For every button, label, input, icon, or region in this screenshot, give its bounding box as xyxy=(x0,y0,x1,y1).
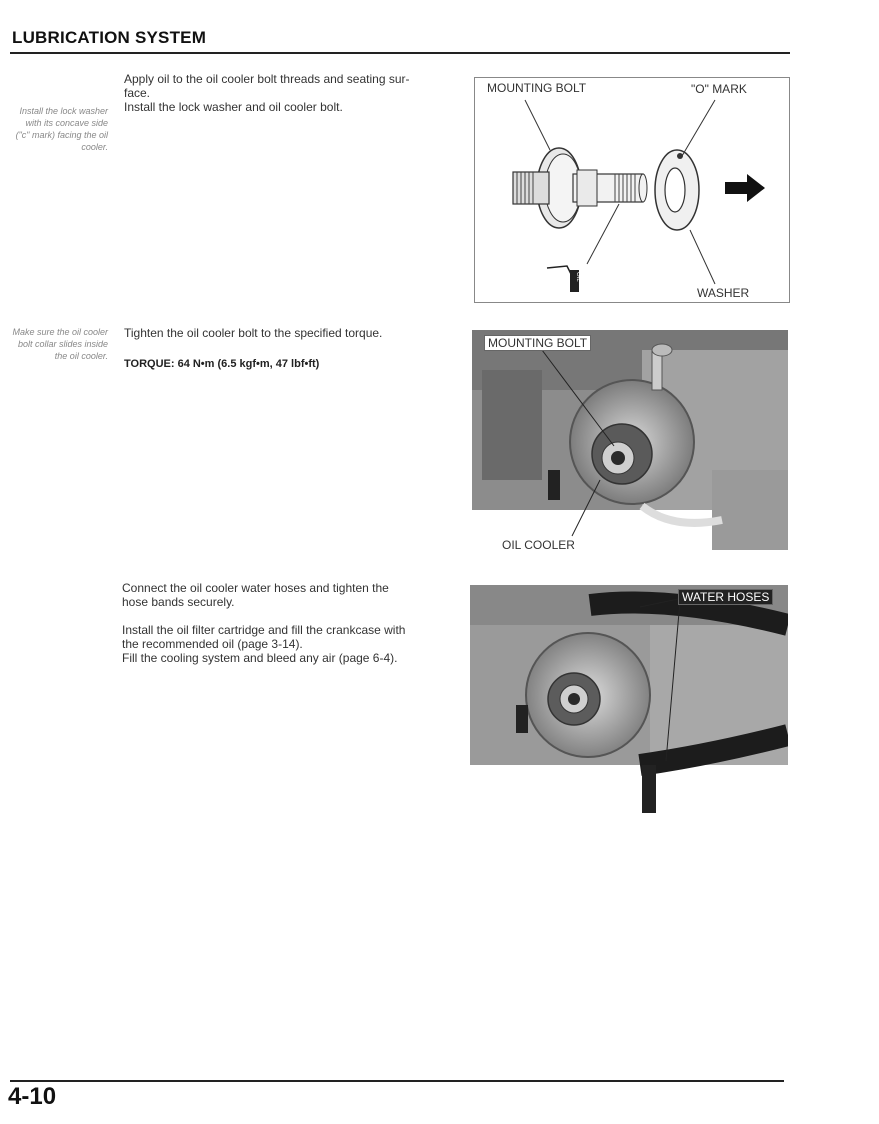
engine-photo-2 xyxy=(470,585,788,813)
bolt-washer-illustration xyxy=(475,78,789,302)
oil-cooler-photo-label: OIL COOLER xyxy=(502,538,575,552)
instruction-block-1 xyxy=(124,72,456,114)
footer-divider xyxy=(10,1080,784,1082)
page-number: 4-10 xyxy=(8,1083,57,1110)
engine-photo-1 xyxy=(472,330,788,552)
instruction-line: Install the oil filter cartridge and fill the crankcase with xyxy=(122,623,406,637)
instruction-line: the recommended oil (page 3-14). xyxy=(122,637,303,651)
mounting-bolt-photo-label: MOUNTING BOLT xyxy=(484,335,591,351)
instruction-line: Apply oil to the oil cooler bolt threads and seating sur- xyxy=(124,72,410,86)
torque-spec: TORQUE: 64 N•m (6.5 kgf•m, 47 lbf•ft) xyxy=(124,358,320,370)
instruction-line: Install the lock washer and oil cooler bolt. xyxy=(124,100,343,114)
sidenote-lock-washer: Install the lock washer with its concave side ("c" mark) facing the oil cooler. xyxy=(15,106,108,152)
instruction-line: face. xyxy=(124,86,151,100)
oil-tag-text: OIL xyxy=(575,272,581,282)
instruction-line: Fill the cooling system and bleed any air (page 6-4). xyxy=(122,651,398,665)
mounting-bolt-label: MOUNTING BOLT xyxy=(487,81,587,95)
instruction-block-3 xyxy=(122,581,456,665)
header-divider xyxy=(10,52,790,54)
photo-water-hoses xyxy=(470,585,788,813)
page-title: LUBRICATION SYSTEM xyxy=(12,28,207,47)
photo-oil-cooler-mounting xyxy=(472,330,788,552)
figure-bolt-washer xyxy=(474,77,790,303)
o-mark-label: "O" MARK xyxy=(691,82,747,96)
water-hoses-photo-label: WATER HOSES xyxy=(678,589,773,605)
sidenote-bolt-collar: Make sure the oil cooler bolt collar slides inside the oil cooler. xyxy=(12,327,108,361)
instruction-line: Connect the oil cooler water hoses and tighten the xyxy=(122,581,389,595)
washer-label: WASHER xyxy=(697,286,750,300)
instruction-line: hose bands securely. xyxy=(122,595,235,609)
instruction-torque-text: Tighten the oil cooler bolt to the specified torque. xyxy=(124,326,383,340)
